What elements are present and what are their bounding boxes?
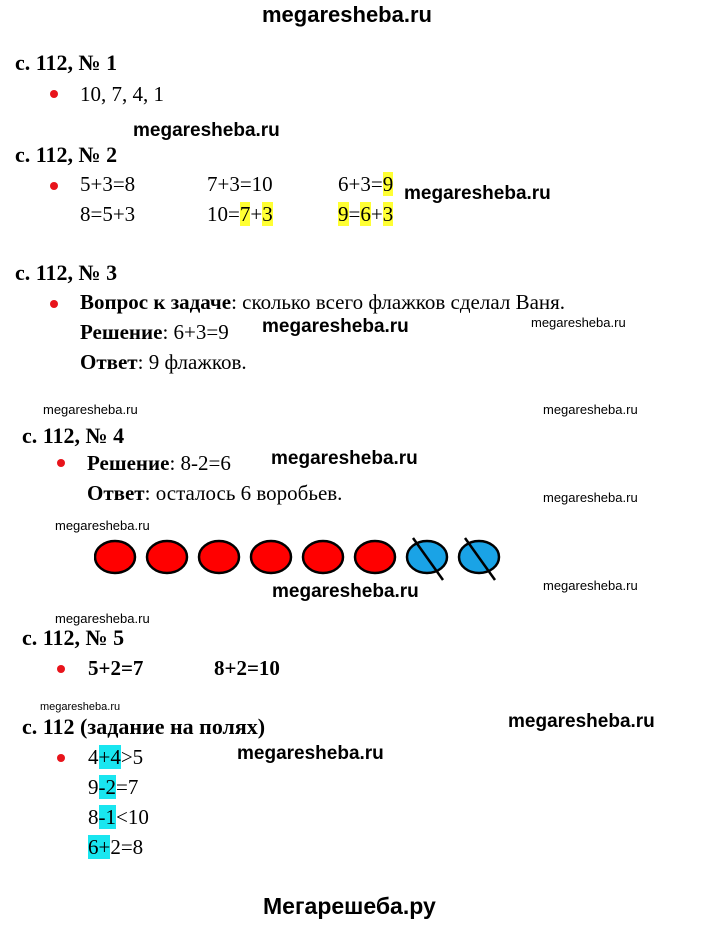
watermark: megaresheba.ru <box>404 183 551 204</box>
solution-line <box>80 320 229 345</box>
red-circle <box>303 541 343 573</box>
site-title: megaresheba.ru <box>262 2 432 27</box>
equation-part: =7 <box>116 775 139 799</box>
highlighted-term: 6+ <box>88 835 111 859</box>
question-line <box>80 290 565 315</box>
watermark: megaresheba.ru <box>55 518 150 533</box>
watermark: megaresheba.ru <box>237 743 384 764</box>
section-4-heading: с. 112, № 4 <box>22 423 125 448</box>
watermark: megaresheba.ru <box>531 315 626 330</box>
watermark: megaresheba.ru <box>43 402 138 417</box>
solution-label: Решение <box>80 320 163 344</box>
watermark: megaresheba.ru <box>133 120 280 141</box>
watermark: megaresheba.ru <box>272 581 419 602</box>
answer-line <box>80 350 247 375</box>
highlighted-term: +4 <box>98 745 121 769</box>
red-circle <box>147 541 187 573</box>
solution-line <box>87 451 231 476</box>
answer-line <box>87 481 342 506</box>
equation-part: <10 <box>116 805 149 829</box>
equation: 5+2=7 <box>88 656 144 680</box>
answer-text: : осталось 6 воробьев. <box>144 481 343 505</box>
watermark: megaresheba.ru <box>543 402 638 417</box>
equation <box>88 835 143 860</box>
red-circle <box>199 541 239 573</box>
red-circle <box>95 541 135 573</box>
bullet-marker <box>57 459 65 467</box>
equation-part: 2=8 <box>110 835 144 859</box>
equation <box>207 202 273 227</box>
equation <box>88 775 138 800</box>
equation-part: 9 <box>88 775 99 799</box>
watermark: megaresheba.ru <box>543 490 638 505</box>
highlighted-term: -1 <box>98 805 116 829</box>
section-3-heading: с. 112, № 3 <box>15 260 118 285</box>
watermark: megaresheba.ru <box>262 316 409 337</box>
equation-part: 6+3= <box>338 172 383 196</box>
equation-part: 8 <box>88 805 99 829</box>
question-text: : сколько всего флажков сделал Ваня. <box>231 290 566 314</box>
footer-title: Мегарешеба.ру <box>263 893 436 919</box>
section-5-heading: с. 112, № 5 <box>22 625 125 650</box>
equation <box>88 745 143 770</box>
equation-part: + <box>250 202 263 226</box>
highlighted-number: 6 <box>360 202 371 226</box>
bullet-marker <box>50 90 58 98</box>
highlighted-number: 3 <box>262 202 273 226</box>
equation-part: 4 <box>88 745 99 769</box>
equation: 8=5+3 <box>80 202 136 226</box>
highlighted-number: 9 <box>338 202 349 226</box>
equation: 7+3=10 <box>207 172 273 196</box>
section-1-answer: 10, 7, 4, 1 <box>80 82 164 106</box>
equation-part: 10= <box>207 202 240 226</box>
watermark: megaresheba.ru <box>40 701 121 713</box>
watermark: megaresheba.ru <box>271 448 418 469</box>
answer-label: Ответ <box>87 481 145 505</box>
equation <box>338 172 393 197</box>
highlighted-number: 3 <box>382 202 394 226</box>
equation-part: = <box>348 202 361 226</box>
section-1-heading: с. 112, № 1 <box>15 50 118 75</box>
watermark: megaresheba.ru <box>508 711 655 732</box>
red-circle <box>251 541 291 573</box>
highlighted-term: -2 <box>98 775 116 799</box>
equation-part: >5 <box>120 745 144 769</box>
section-6-heading: с. 112 (задание на полях) <box>22 714 266 739</box>
answer-text: : 9 флажков. <box>137 350 247 374</box>
solution-text: : 6+3=9 <box>162 320 229 344</box>
section-2-heading: с. 112, № 2 <box>15 142 118 167</box>
equation <box>338 202 393 227</box>
question-label: Вопрос к задаче <box>80 290 232 314</box>
equation: 5+3=8 <box>80 172 136 196</box>
answer-label: Ответ <box>80 350 138 374</box>
highlighted-number: 9 <box>382 172 394 196</box>
bullet-marker <box>57 754 65 762</box>
equation-part: + <box>370 202 383 226</box>
watermark: megaresheba.ru <box>543 578 638 593</box>
bullet-marker <box>50 300 58 308</box>
bullet-marker <box>50 182 58 190</box>
bullet-marker <box>57 665 65 673</box>
red-circle <box>355 541 395 573</box>
solution-text: : 8-2=6 <box>169 451 231 475</box>
birds-illustration <box>94 536 504 584</box>
solution-label: Решение <box>87 451 170 475</box>
watermark: megaresheba.ru <box>55 611 150 626</box>
highlighted-number: 7 <box>239 202 251 226</box>
equation <box>88 805 149 830</box>
equation: 8+2=10 <box>214 656 280 680</box>
